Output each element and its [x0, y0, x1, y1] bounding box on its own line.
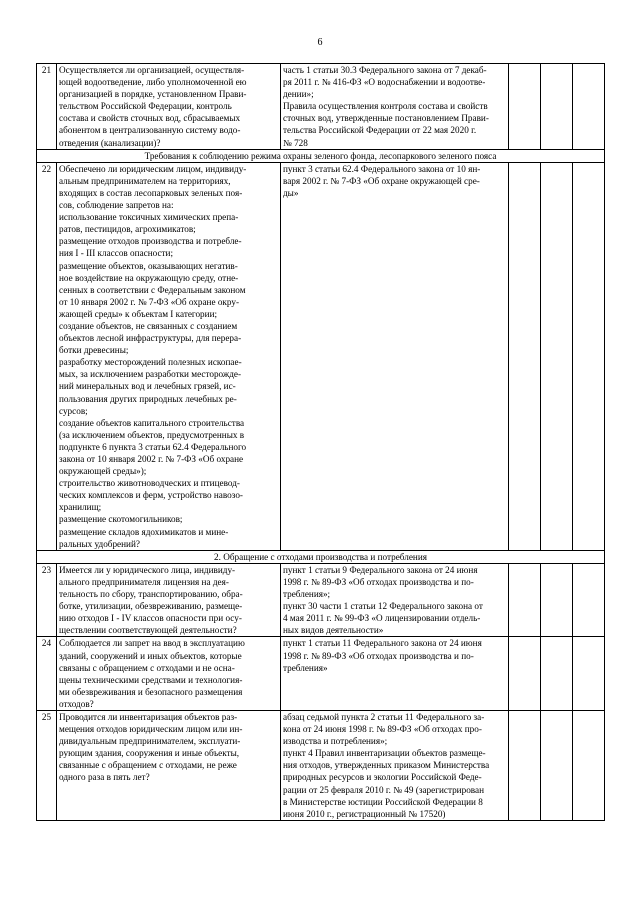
answer-cell-not-applicable[interactable]	[573, 64, 605, 150]
answer-cell-not-applicable[interactable]	[573, 162, 605, 550]
legal-reference-cell: пункт 3 статьи 62.4 Федерального закона от 10 ян- варя 2002 г. № 7-ФЗ «Об охране окружающей сре- ды»	[281, 162, 509, 550]
requirement-cell: Осуществляется ли организацией, осуществля- ющей водоотведение, либо уполномоченной ею организацией в порядке, установленном Прави- тельством Российской Федерации, контроль состава и свойств сточных вод, сбрасываемых абонентом в централизованную систему водо- отведения (канализации)?	[57, 64, 281, 150]
answer-cell-yes[interactable]	[509, 64, 541, 150]
section-title: Требования к соблюдению режима охраны зеленого фонда, лесопаркового зеленого пояса	[37, 149, 605, 162]
requirement-cell: Проводится ли инвентаризация объектов раз- мещения отходов юридическим лицом или ин- дивидуальным предпринимателем, эксплуати- рующим здания, сооружения и иные объекты, связанные с обращением с отходами, не реже одного раза в пять лет?	[57, 710, 281, 820]
legal-reference-cell: пункт 1 статьи 9 Федерального закона от 24 июня 1998 г. № 89-ФЗ «Об отходах производства и по- требления»; пункт 30 части 1 статьи 12 Федерального закона от 4 мая 2011 г. № 99-ФЗ «О лицензировании отдель- ных видов деятельности»	[281, 563, 509, 637]
page-number: 6	[317, 37, 323, 48]
requirement-cell: Соблюдается ли запрет на ввод в эксплуатацию зданий, сооружений и иных объектов, которые связаны с обращением с отходами и не осна- щены техническими средствами и технология- ми обезвреживания и безопасного размещения отходов?	[57, 637, 281, 711]
answer-cell-no[interactable]	[541, 710, 573, 820]
row-number: 22	[37, 162, 57, 550]
table-row	[37, 563, 605, 637]
answer-cell-yes[interactable]	[509, 563, 541, 637]
answer-cell-yes[interactable]	[509, 710, 541, 820]
answer-cell-no[interactable]	[541, 162, 573, 550]
row-number: 24	[37, 637, 57, 711]
answer-cell-no[interactable]	[541, 563, 573, 637]
answer-cell-no[interactable]	[541, 64, 573, 150]
table-row	[37, 637, 605, 711]
legal-reference-cell: пункт 1 статьи 11 Федерального закона от 24 июня 1998 г. № 89-ФЗ «Об отходах производства и по- требления»	[281, 637, 509, 711]
requirement-cell: Имеется ли у юридического лица, индивиду- ального предпринимателя лицензия на дея- тельность по сбору, транспортированию, обра- ботке, утилизации, обезвреживанию, размеще- нию отходов I - IV классов опасности при осу- ществлении соответствующей деятельности?	[57, 563, 281, 637]
row-number: 23	[37, 563, 57, 637]
row-number: 21	[37, 64, 57, 150]
table-row	[37, 710, 605, 820]
section-header-row	[37, 149, 605, 162]
answer-cell-not-applicable[interactable]	[573, 710, 605, 820]
legal-reference-cell: абзац седьмой пункта 2 статьи 11 Федерального за- кона от 24 июня 1998 г. № 89-ФЗ «Об отходах про- изводства и потребления»; пункт 4 Правил инвентаризации объектов размеще- ния отходов, утвержденных приказом Министерства природных ресурсов и экологии Российской Феде- рации от 25 февраля 2010 г. № 49 (зарегистрирован в Министерстве юстиции Российской Федерации 8 июня 2010 г., регистрационный № 17520)	[281, 710, 509, 820]
requirement-cell: Обеспечено ли юридическим лицом, индивиду- альным предпринимателем на территориях, входящих в состав лесопарковых зеленых поя- сов, соблюдение запретов на: использование токсичных химических препа- ратов, пестицидов, агрохимикатов; размещение отходов производства и потребле- ния I - III классов опасности; размещение объектов, оказывающих негатив- ное воздействие на окружающую среду, отне- сенных в соответствии с Федеральным законом от 10 января 2002 г. № 7-ФЗ «Об охране окру- жающей среды» к объектам I категории; создание объектов, не связанных с созданием объектов лесной инфраструктуры, для перера- ботки древесины; разработку месторождений полезных ископае- мых, за исключением разработки месторожде- ний минеральных вод и лечебных грязей, ис- пользования других природных лечебных ре- сурсов; создание объектов капитального строительства (за исключением объектов, предусмотренных в подпункте 6 пункта 3 статьи 62.4 Федерального закона от 10 января 2002 г. № 7-ФЗ «Об охране окружающей среды»); строительство животноводческих и птицевод- ческих комплексов и ферм, устройство навозо- хранилищ; размещение скотомогильников; размещение складов ядохимикатов и мине- ральных удобрений?	[57, 162, 281, 550]
checklist-table	[36, 63, 605, 821]
answer-cell-yes[interactable]	[509, 162, 541, 550]
table-row	[37, 64, 605, 150]
answer-cell-yes[interactable]	[509, 637, 541, 711]
table-row	[37, 162, 605, 550]
legal-reference-cell: часть 1 статьи 30.3 Федерального закона от 7 декаб- ря 2011 г. № 416-ФЗ «О водоснабжении и водоотве- дении»; Правила осуществления контроля состава и свойств сточных вод, утвержденные постановлением Прави- тельства Российской Федерации от 22 мая 2020 г. № 728	[281, 64, 509, 150]
answer-cell-no[interactable]	[541, 637, 573, 711]
row-number: 25	[37, 710, 57, 820]
answer-cell-not-applicable[interactable]	[573, 637, 605, 711]
answer-cell-not-applicable[interactable]	[573, 563, 605, 637]
section-header-row	[37, 550, 605, 563]
section-title: 2. Обращение с отходами производства и потребления	[37, 550, 605, 563]
